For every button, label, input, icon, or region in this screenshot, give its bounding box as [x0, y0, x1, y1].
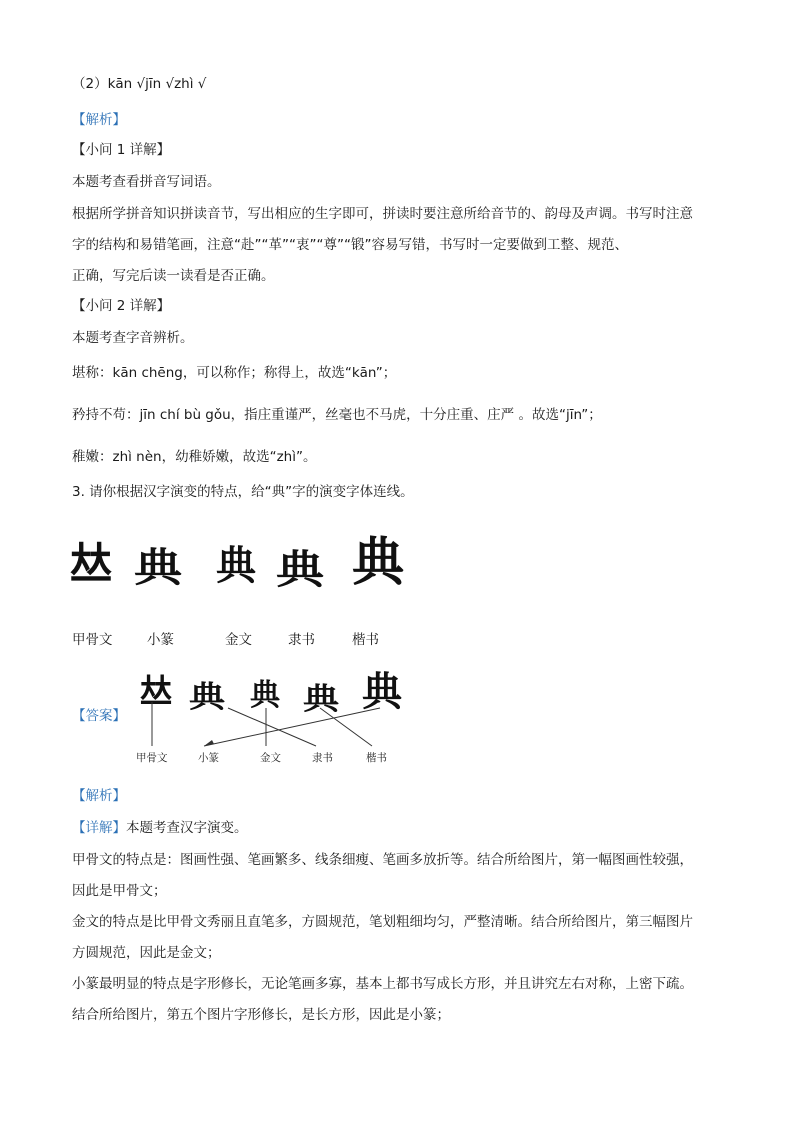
glyph-seal: 典 [134, 544, 182, 591]
ans-glyph-bronze: 典 [250, 678, 280, 713]
sub2-line: 矜持不苟：jīn chí bù gǒu，指庄重谨严，丝毫也不马虎，十分庄重、庄严 。故选“jīn”； [72, 407, 602, 423]
detail-label: 【详解】 [72, 820, 126, 836]
ans-script-label: 金文 [260, 752, 281, 764]
sub2-line: 稚嫩：zhì nèn，幼稚娇嫩，故选“zhì”。 [72, 449, 317, 465]
detail-line: 金文的特点是比甲骨文秀丽且直笔多，方圆规范，笔划粗细均匀，严整清晰。结合所给图片，第三幅图片 [72, 914, 693, 930]
ans-glyph-clerical: 典 [303, 682, 339, 717]
answer-diagram [128, 660, 402, 772]
sub1-label: 【小问 1 详解】 [72, 142, 171, 158]
sub2-label: 【小问 2 详解】 [72, 298, 171, 314]
ans-glyph-regular: 典 [362, 668, 402, 715]
ans-script-label: 楷书 [366, 752, 387, 764]
ans-script-label: 小篆 [198, 752, 219, 764]
sub1-line: 正确，写完后读一读看是否正确。 [72, 268, 275, 284]
glyph-clerical: 典 [276, 546, 324, 593]
analysis2-label: 【解析】 [72, 788, 126, 804]
detail-line: 因此是甲骨文； [72, 883, 167, 899]
ans-glyph-oracle: 𠀤 [140, 672, 173, 710]
sub1-line: 本题考查看拼音写词语。 [72, 174, 221, 190]
question-3: 3. 请你根据汉字演变的特点，给“典”字的演变字体连线。 [72, 484, 414, 500]
sub2-line: 堪称：kān chēng，可以称作；称得上，故选“kān”； [72, 365, 397, 381]
sub1-line: 字的结构和易错笔画，注意“赴”“革”“衷”“尊”“锻”容易写错，书写时一定要做到工整、规范、 [72, 237, 628, 253]
glyph-regular: 典 [352, 532, 405, 593]
q2-answer: （2）kān √jīn √zhì √ [72, 76, 207, 92]
connector-line [228, 708, 316, 746]
glyph-bronze: 典 [216, 542, 256, 589]
ans-glyph-seal: 典 [189, 680, 225, 715]
script-label: 金文 [225, 632, 252, 648]
script-label: 甲骨文 [72, 632, 113, 648]
detail-first-line [72, 818, 248, 838]
connector-line [320, 708, 372, 746]
dian-evolution-glyphs [70, 520, 410, 593]
glyph-oracle: 𠀤 [70, 539, 113, 588]
detail-intro: 本题考查汉字演变。 [126, 820, 248, 836]
detail-line: 小篆最明显的特点是字形修长，无论笔画多寡，基本上都书写成长方形，并且讲究左右对称，上密下疏。 [72, 976, 693, 992]
script-label: 楷书 [352, 632, 379, 648]
script-label: 隶书 [288, 632, 315, 648]
detail-line: 甲骨文的特点是：图画性强、笔画繁多、线条细瘦、笔画多放折等。结合所给图片，第一幅图画性较强， [72, 852, 693, 868]
script-label: 小篆 [147, 632, 174, 648]
sub2-line: 本题考查字音辨析。 [72, 330, 194, 346]
detail-line: 方圆规范，因此是金文； [72, 945, 221, 961]
ans-script-label: 隶书 [312, 752, 333, 764]
answer-label: 【答案】 [72, 708, 126, 724]
analysis-label: 【解析】 [72, 112, 126, 128]
detail-line: 结合所给图片，第五个图片字形修长，是长方形，因此是小篆； [72, 1007, 450, 1023]
ans-script-label: 甲骨文 [136, 752, 168, 764]
sub1-line: 根据所学拼音知识拼读音节，写出相应的生字即可，拼读时要注意所给音节的、韵母及声调。书写时注意 [72, 206, 693, 222]
connector-line [204, 708, 380, 746]
